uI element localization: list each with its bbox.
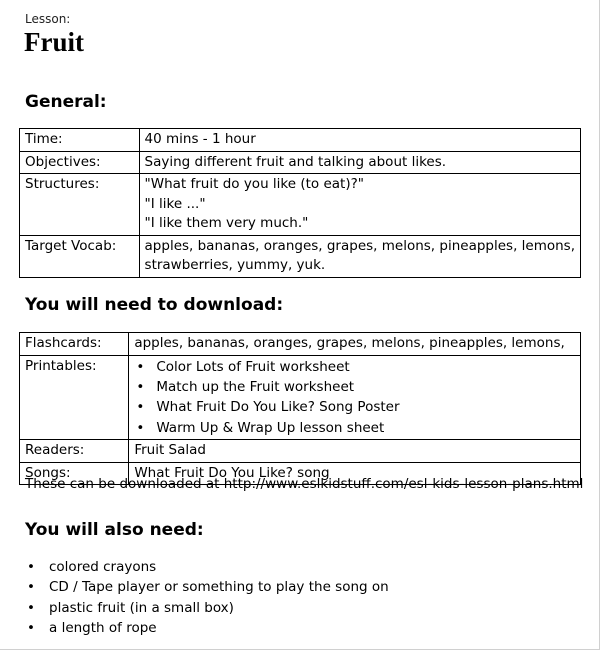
list-item: • Color Lots of Fruit worksheet (134, 357, 575, 377)
readers-value: Fruit Salad (129, 440, 581, 463)
list-item: • CD / Tape player or something to play the song on (27, 577, 389, 597)
flashcards-value: apples, bananas, oranges, grapes, melons, pineapples, lemons, (129, 333, 581, 356)
table-row (20, 174, 581, 236)
list-item: • Match up the Fruit worksheet (134, 377, 575, 397)
table-row (20, 129, 581, 152)
general-heading: General: (25, 92, 107, 112)
objectives-value: Saying different fruit and talking about likes. (139, 151, 580, 174)
table-row (20, 333, 581, 356)
download-heading: You will need to download: (25, 295, 284, 315)
readers-label: Readers: (20, 440, 129, 463)
vocab-line: strawberries, yummy, yuk. (144, 257, 326, 273)
list-item: • Warm Up & Wrap Up lesson sheet (134, 418, 575, 438)
printables-list (134, 357, 575, 439)
target-vocab-value (139, 235, 580, 277)
structure-line: "What fruit do you like (to eat)?" (144, 176, 364, 192)
time-value: 40 mins - 1 hour (139, 129, 580, 152)
also-need-list (27, 557, 389, 639)
structures-label: Structures: (20, 174, 140, 236)
list-item: • What Fruit Do You Like? Song Poster (134, 397, 575, 417)
table-row (20, 235, 581, 277)
time-label: Time: (20, 129, 140, 152)
structure-line: "I like ..." (144, 195, 206, 212)
list-item: • plastic fruit (in a small box) (27, 598, 389, 618)
download-table (19, 332, 581, 485)
lesson-title: Fruit (24, 27, 84, 57)
list-item: • a length of rope (27, 618, 389, 638)
flashcards-label: Flashcards: (20, 333, 129, 356)
lesson-label: Lesson: (25, 12, 71, 26)
table-row (20, 355, 581, 440)
songs-value: What Fruit Do You Like? song (129, 462, 581, 485)
structure-line: "I like them very much." (144, 215, 309, 231)
vocab-line: apples, bananas, oranges, grapes, melons, pineapples, lemons, (144, 237, 575, 254)
structures-value (139, 174, 580, 236)
list-item: • colored crayons (27, 557, 389, 577)
printables-label: Printables: (20, 355, 129, 440)
target-vocab-label: Target Vocab: (20, 235, 140, 277)
table-row (20, 151, 581, 174)
table-row (20, 440, 581, 463)
general-table (19, 128, 581, 278)
download-note: These can be downloaded at http://www.eslkidstuff.com/esl-kids-lesson-plans.html (25, 476, 584, 492)
also-need-heading: You will also need: (25, 520, 204, 540)
objectives-label: Objectives: (20, 151, 140, 174)
printables-value (129, 355, 581, 440)
songs-label: Songs: (20, 462, 129, 485)
